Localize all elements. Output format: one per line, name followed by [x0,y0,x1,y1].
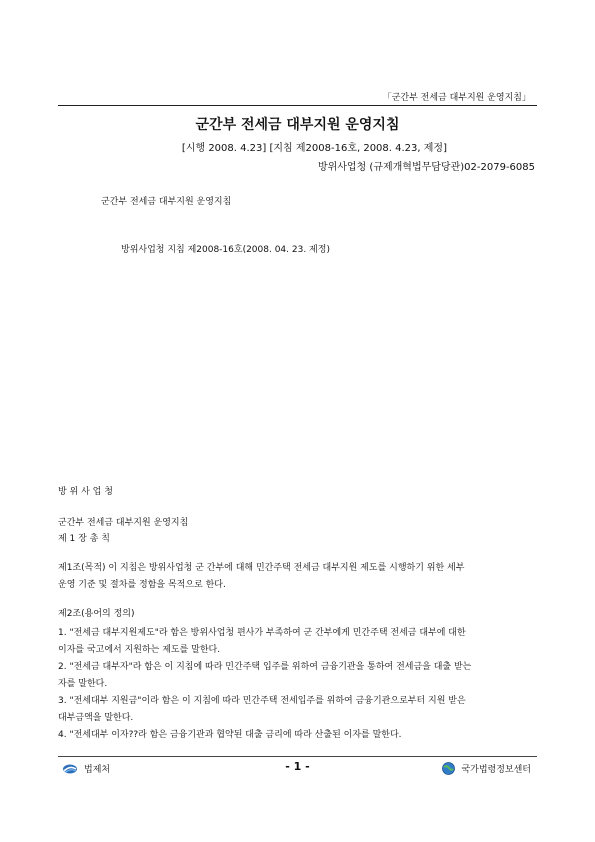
article-1-continuation: 운영 기준 및 절차를 정함을 목적으로 한다. [58,580,226,590]
article-2-item: 1. "전세금 대부지원제도"라 함은 방위사업청 편사가 부족하여 군 간부에게 민간주택 전세금 대부에 대한 [58,628,466,638]
enforcement-meta: [시행 2008. 4.23] [지침 제2008-16호, 2008. 4.23, 제정] [181,143,447,154]
page-number: - 1 - [285,760,310,773]
footer-left-label: 법제처 [84,765,111,775]
article-2-item: 2. "전세금 대부자"라 함은 이 지침에 따라 민간주택 입주를 위하여 금융기관을 통하여 전세금을 대출 받는 [58,662,472,672]
directive-number: 방위사업청 지침 제2008-16호(2008. 04. 23. 제정) [121,245,330,255]
department-contact: 방위사업청 (규제개혁법무담당관)02-2079-6085 [317,162,535,173]
globe-logo-icon [442,762,455,775]
agency-name: 방 위 사 업 청 [58,487,113,497]
header-divider [58,105,537,106]
article-2-item: 대부금액을 말한다. [58,713,134,723]
article-1-text: 제1조(목적) 이 지침은 방위사업청 군 간부에 대해 민간주택 전세금 대부지원 제도를 시행하기 위한 세부 [58,563,465,573]
article-2-item: 이자를 국고에서 지원하는 제도를 말한다. [58,645,221,655]
article-2-heading: 제2조(용어의 정의) [58,609,135,619]
footer-right-label: 국가법령정보센터 [461,765,531,775]
running-header-title: 「군간부 전세금 대부지원 운영지침」 [382,93,531,103]
document-title: 군간부 전세금 대부지원 운영지침 [195,117,400,133]
document-subtitle-repeat: 군간부 전세금 대부지원 운영지침 [58,518,189,528]
chapter-heading: 제 1 장 총 칙 [58,534,110,544]
footer-divider [58,756,537,757]
document-subtitle: 군간부 전세금 대부지원 운영지침 [101,197,232,207]
article-2-item: 4. "전세대부 이자??라 함은 금융기관과 협약된 대출 금리에 따라 산출된 이자를 말한다. [58,730,402,740]
article-2-item: 3. "전세대부 지원금"이라 함은 이 지침에 따라 민간주택 전세입주를 위하여 금융기관으로부터 지원 받은 [58,696,466,706]
article-2-item: 자를 말한다. [58,679,108,689]
footer-right [442,762,531,775]
